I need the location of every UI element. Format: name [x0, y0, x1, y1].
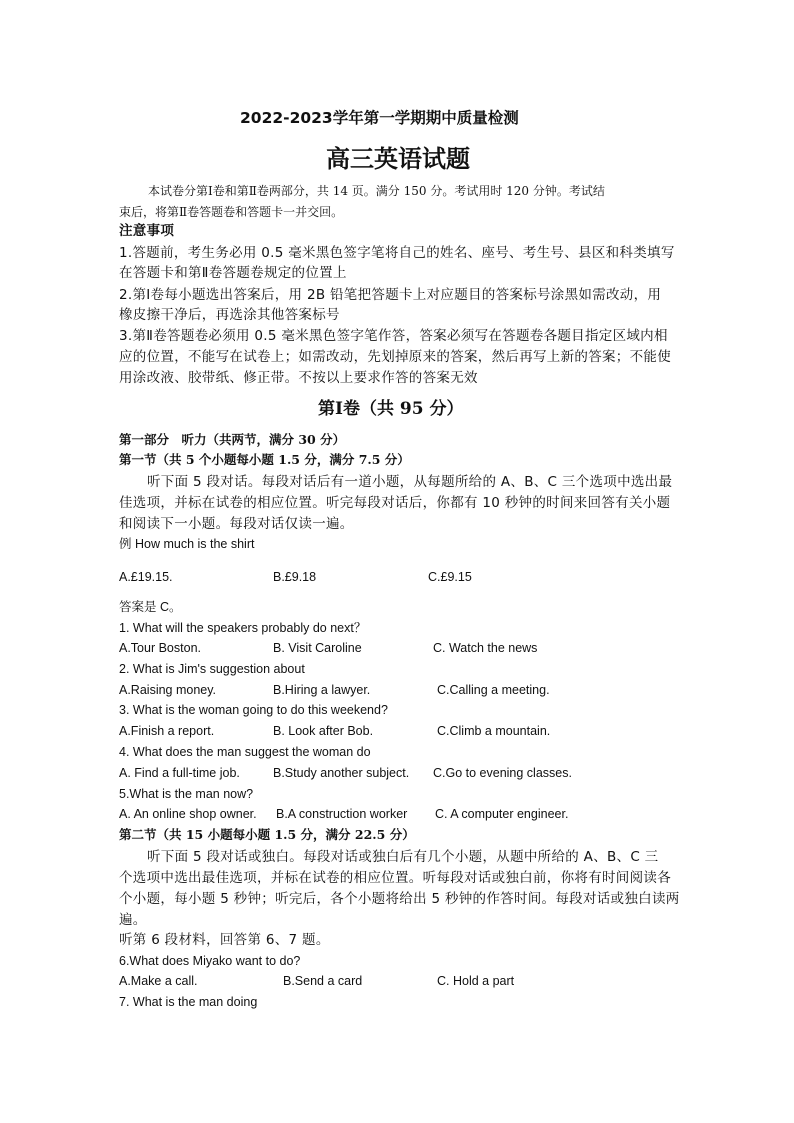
- section1-instr-1: 听下面 5 段对话。每段对话后有一道小题，从每题所给的 A、B、C 三个选项中选出最: [147, 474, 673, 490]
- intro-line-1: 本试卷分第Ⅰ卷和第Ⅱ卷两部分，共 14 页。满分 150 分。考试用时 120 分钟。考试结: [148, 184, 605, 198]
- section1-instr-3: 和阅读下一小题。每段对话仅读一遍。: [119, 516, 354, 532]
- volume-title: 第Ⅰ卷（共 95 分）: [318, 399, 464, 419]
- q5-option-c: C. A computer engineer.: [435, 807, 569, 821]
- note-2a: 2.第Ⅰ卷每小题选出答案后，用 2B 铅笔把答题卡上对应题目的答案标号涂黑如需改动，用: [119, 287, 662, 303]
- q6-option-a: A.Make a call.: [119, 974, 198, 988]
- section1-instr-2: 佳选项，并标在试卷的相应位置。听完每段对话后，你都有 10 秒钟的时间来回答有关小题: [119, 495, 671, 511]
- q6-option-c: C. Hold a part: [437, 974, 515, 988]
- q3-option-c: C.Climb a mountain.: [437, 724, 551, 738]
- question-3: 3. What is the woman going to do this weekend?: [119, 703, 388, 717]
- exam-term: 2022-2023学年第一学期期中质量检测: [240, 109, 519, 127]
- example-option-c: C.£9.15: [428, 570, 472, 584]
- q4-option-b: B.Study another subject.: [273, 766, 410, 780]
- q5-option-b: B.A construction worker: [276, 807, 408, 821]
- exam-title: 高三英语试题: [326, 144, 470, 173]
- q1-option-b: B. Visit Caroline: [273, 641, 362, 655]
- section2-instr-4: 遍。: [119, 912, 147, 928]
- section2-instr-1: 听下面 5 段对话或独白。每段对话或独白后有几个小题，从题中所给的 A、B、C 三: [147, 849, 659, 865]
- section2-instr-3: 个小题，每小题 5 秒钟；听完后，各个小题将给出 5 秒钟的作答时间。每段对话或独白读两: [119, 891, 680, 907]
- intro-line-2: 束后，将第Ⅱ卷答题卷和答题卡一并交回。: [119, 205, 344, 219]
- part1-heading: 第一部分 听力（共两节，满分 30 分）: [119, 432, 346, 447]
- q5-option-a: A. An online shop owner.: [119, 807, 257, 821]
- q6-option-b: B.Send a card: [283, 974, 363, 988]
- question-7: 7. What is the man doing: [119, 995, 258, 1009]
- note-3a: 3.第Ⅱ卷答题卷必须用 0.5 毫米黑色签字笔作答，答案必须写在答题卷各题目指定区域内相: [119, 328, 668, 344]
- question-6: 6.What does Miyako want to do?: [119, 954, 301, 968]
- q1-option-c: C. Watch the news: [433, 641, 538, 655]
- question-1: 1. What will the speakers probably do next？: [119, 621, 367, 635]
- section1-heading: 第一节（共 5 个小题每小题 1.5 分，满分 7.5 分）: [119, 452, 410, 467]
- example-answer: 答案是 C。: [119, 600, 182, 614]
- q2-option-c: C.Calling a meeting.: [437, 683, 550, 697]
- note-3b: 应的位置，不能写在试卷上；如需改动，先划掉原来的答案，然后再写上新的答案；不能使: [119, 349, 671, 365]
- note-2b: 橡皮擦干净后，再选涂其他答案标号: [119, 307, 340, 323]
- question-2: 2. What is Jim's suggestion about: [119, 662, 305, 676]
- q1-option-a: A.Tour Boston.: [119, 641, 201, 655]
- q2-option-a: A.Raising money.: [119, 683, 217, 697]
- q3-option-a: A.Finish a report.: [119, 724, 215, 738]
- q2-option-b: B.Hiring a lawyer.: [273, 683, 371, 697]
- example-option-b: B.£9.18: [273, 570, 317, 584]
- section2-heading: 第二节（共 15 小题每小题 1.5 分，满分 22.5 分）: [119, 827, 415, 842]
- material-6-note: 听第 6 段材料，回答第 6、7 题。: [119, 932, 330, 948]
- q4-option-a: A. Find a full-time job.: [119, 766, 240, 780]
- notes-heading: 注意事项: [119, 223, 175, 239]
- example-prompt: 例 How much is the shirt: [119, 537, 255, 551]
- question-4: 4. What does the man suggest the woman do: [119, 745, 371, 759]
- note-3c: 用涂改液、胶带纸、修正带。不按以上要求作答的答案无效: [119, 370, 478, 386]
- q4-option-c: C.Go to evening classes.: [433, 766, 572, 780]
- question-5: 5.What is the man now?: [119, 787, 254, 801]
- note-1a: 1.答题前，考生务必用 0.5 毫米黑色签字笔将自己的姓名、座号、考生号、县区和科类填写: [119, 245, 675, 261]
- section2-instr-2: 个选项中选出最佳选项，并标在试卷的相应位置。听每段对话或独白前，你将有时间阅读各: [119, 870, 671, 886]
- note-1b: 在答题卡和第Ⅱ卷答题卷规定的位置上: [119, 265, 347, 281]
- q3-option-b: B. Look after Bob.: [273, 724, 374, 738]
- example-option-a: A.£19.15.: [119, 570, 173, 584]
